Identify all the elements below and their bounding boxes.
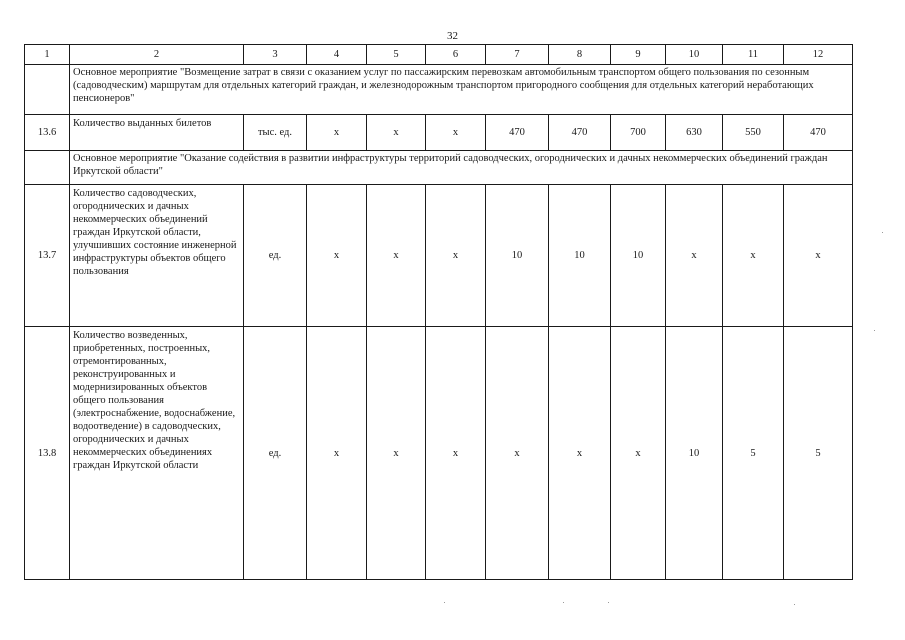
indicators-table [24,44,853,580]
value-cell: х [611,327,666,580]
section-row-transport [25,65,853,115]
value-cell: х [367,185,426,327]
column-header: 12 [784,45,853,65]
column-header: 4 [307,45,367,65]
column-header: 2 [70,45,244,65]
row-number: 13.6 [25,115,70,151]
value-cell: 470 [486,115,549,151]
column-header: 9 [611,45,666,65]
value-cell: х [426,327,486,580]
unit-cell: ед. [244,185,307,327]
value-cell: 10 [486,185,549,327]
value-cell: 470 [784,115,853,151]
row-number: 13.8 [25,327,70,580]
value-cell: х [307,185,367,327]
section-title: Основное мероприятие "Возмещение затрат в связи с оказанием услуг по пассажирским перевозкам автомобильным транспортом общего пользования по сезонным (садоводческим) маршрутам для отдельных категорий граждан, и железнодорожным транспортом пригородного сообщения для отдельных категорий неработающих пенсионеров" [70,65,853,115]
value-cell: 470 [549,115,611,151]
table-row [25,115,853,151]
column-header: 5 [367,45,426,65]
value-cell: х [784,185,853,327]
scan-speck [608,602,609,603]
column-numbers-row [25,45,853,65]
table-row [25,327,853,580]
scan-speck [563,602,564,603]
value-cell: х [549,327,611,580]
value-cell: 5 [784,327,853,580]
value-cell: х [486,327,549,580]
value-cell: х [367,327,426,580]
scan-speck [444,602,445,603]
column-header: 11 [723,45,784,65]
value-cell: х [307,115,367,151]
column-header: 1 [25,45,70,65]
unit-cell: тыс. ед. [244,115,307,151]
indicator-name: Количество возведенных, приобретенных, построенных, отремонтированных, реконструированных и модернизированных объектов общего пользования (электроснабжение, водоснабжение, водоотведение) в садоводческих, огороднических и дачных некоммерческих объединениях граждан Иркутской области [70,327,244,580]
scan-speck [794,604,795,605]
value-cell: 5 [723,327,784,580]
scan-speck [874,330,875,331]
value-cell: 630 [666,115,723,151]
indicator-name: Количество садоводческих, огороднических и дачных некоммерческих объединений граждан Иркутской области, улучшивших состояние инженерной инфраструктуры объектов общего пользования [70,185,244,327]
row-number: 13.7 [25,185,70,327]
section-number-cell [25,151,70,185]
column-header: 3 [244,45,307,65]
column-header: 8 [549,45,611,65]
column-header: 10 [666,45,723,65]
value-cell: 10 [549,185,611,327]
value-cell: 10 [666,327,723,580]
value-cell: х [367,115,426,151]
scan-speck [882,232,883,233]
value-cell: 550 [723,115,784,151]
column-header: 6 [426,45,486,65]
page-number: 32 [447,30,458,42]
value-cell: х [307,327,367,580]
unit-cell: ед. [244,327,307,580]
value-cell: х [723,185,784,327]
indicator-name: Количество выданных билетов [70,115,244,151]
column-header: 7 [486,45,549,65]
table-row [25,185,853,327]
section-number-cell [25,65,70,115]
value-cell: х [426,115,486,151]
value-cell: х [426,185,486,327]
value-cell: х [666,185,723,327]
section-row-infrastructure [25,151,853,185]
value-cell: 700 [611,115,666,151]
value-cell: 10 [611,185,666,327]
section-title: Основное мероприятие "Оказание содействия в развитии инфраструктуры территорий садоводческих, огороднических и дачных некоммерческих объединений граждан Иркутской области" [70,151,853,185]
